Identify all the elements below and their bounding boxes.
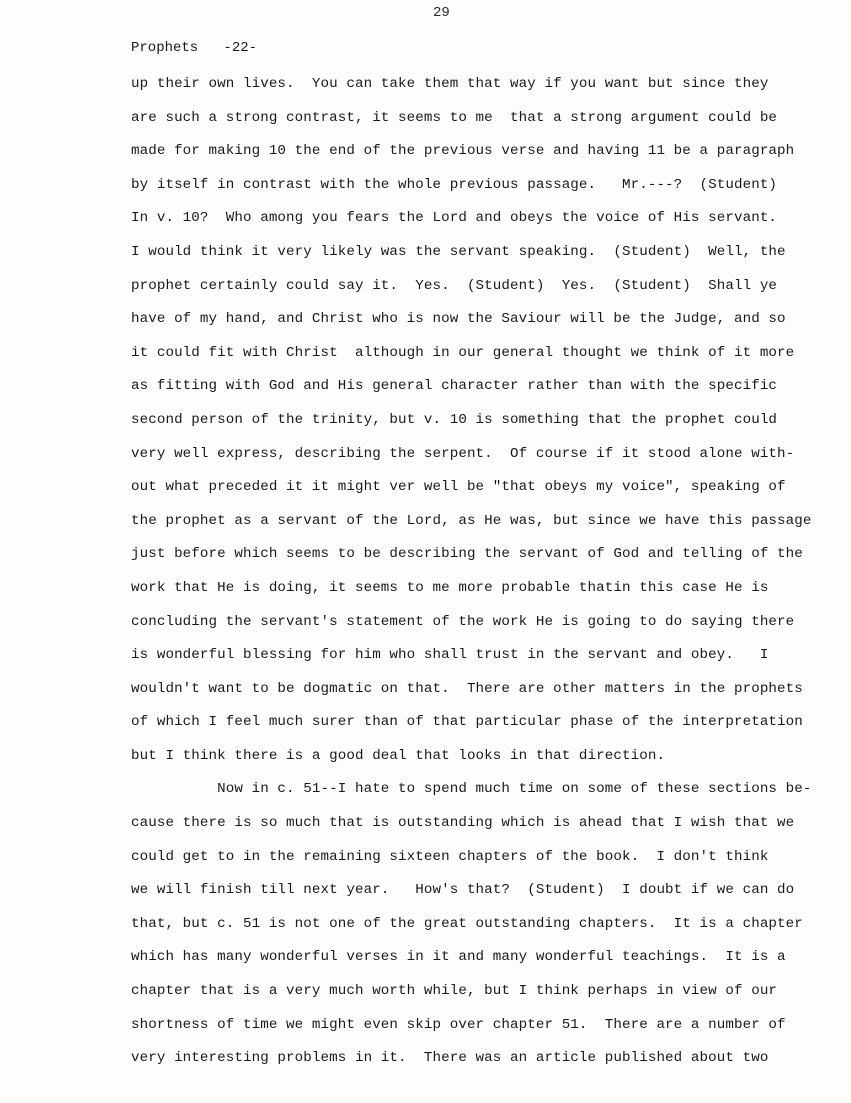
text-line: very well express, describing the serpent. Of course if it stood alone with- [131,445,795,462]
text-line: very interesting problems in it. There was an article published about two [131,1050,769,1067]
text-line: it could fit with Christ although in our general thought we think of it more [131,344,795,361]
text-line: that, but c. 51 is not one of the great outstanding chapters. It is a chapter [131,915,803,932]
text-line: cause there is so much that is outstanding which is ahead that I wish that we [131,815,795,832]
text-line: which has many wonderful verses in it and many wonderful teachings. It is a [131,949,786,966]
text-line: made for making 10 the end of the previous verse and having 11 be a paragraph [131,143,795,160]
text-line: concluding the servant's statement of the work He is going to do saying there [131,613,795,630]
running-head: Prophets -22- [131,40,258,56]
text-line: second person of the trinity, but v. 10 is something that the prophet could [131,411,778,428]
text-line: chapter that is a very much worth while, but I think perhaps in view of our [131,983,778,1000]
text-line: prophet certainly could say it. Yes. (Student) Yes. (Student) Shall ye [131,277,778,294]
text-line: is wonderful blessing for him who shall trust in the servant and obey. I [131,647,769,664]
text-line: have of my hand, and Christ who is now the Saviour will be the Judge, and so [131,311,786,328]
text-line: by itself in contrast with the whole previous passage. Mr.---? (Student) [131,176,778,193]
text-line: shortness of time we might even skip over chapter 51. There are a number of [131,1016,786,1033]
text-line: work that He is doing, it seems to me more probable thatin this case He is [131,579,769,596]
text-line: Now in c. 51--I hate to spend much time on some of these sections be- [131,781,812,798]
text-line: In v. 10? Who among you fears the Lord and obeys the voice of His servant. [131,210,778,227]
text-line: of which I feel much surer than of that particular phase of the interpretation [131,714,803,731]
text-line: as fitting with God and His general character rather than with the specific [131,378,778,395]
text-line: I would think it very likely was the servant speaking. (Student) Well, the [131,243,786,260]
body-text [131,74,811,1082]
text-line: out what preceded it it might ver well be "that obeys my voice", speaking of [131,479,786,496]
text-line: could get to in the remaining sixteen chapters of the book. I don't think [131,848,769,865]
text-line: wouldn't want to be dogmatic on that. There are other matters in the prophets [131,680,803,697]
page-number: 29 [433,5,450,21]
text-line: we will finish till next year. How's that? (Student) I doubt if we can do [131,882,795,899]
text-line: are such a strong contrast, it seems to me that a strong argument could be [131,109,778,126]
text-line: but I think there is a good deal that looks in that direction. [131,747,666,764]
text-line: just before which seems to be describing the servant of God and telling of the [131,546,803,563]
text-line: up their own lives. You can take them that way if you want but since they [131,76,769,92]
text-line: the prophet as a servant of the Lord, as He was, but since we have this passage [131,512,812,529]
